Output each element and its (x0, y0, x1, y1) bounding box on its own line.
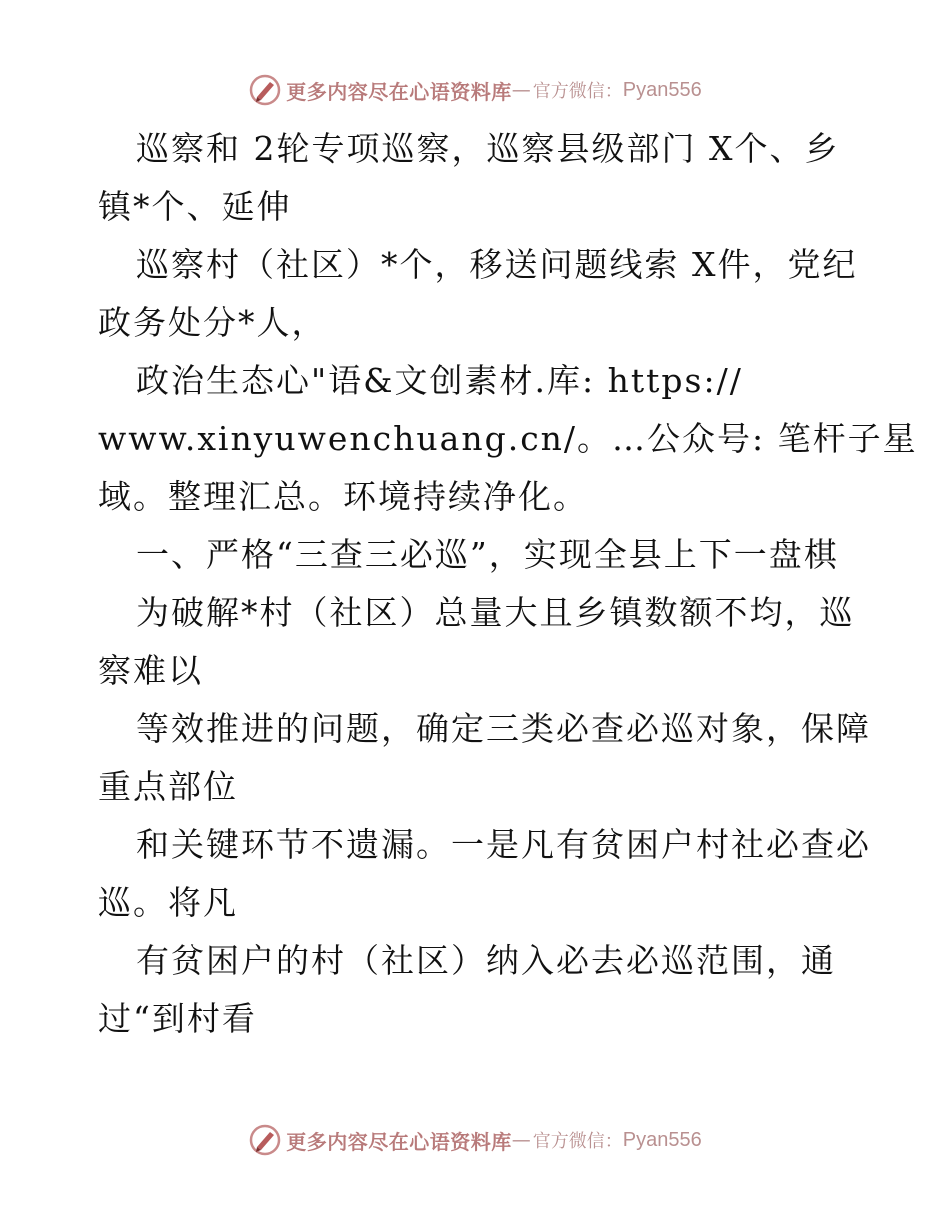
text-line: 重点部位 (98, 767, 238, 806)
pen-logo-icon (248, 1123, 282, 1157)
banner-wechat-id: Pyan556 (622, 78, 702, 101)
banner-separator: — (511, 1129, 531, 1151)
text-line: 政治生态心"语&文创素材.库: https:// (136, 361, 743, 400)
header-watermark-banner (0, 70, 950, 110)
text-line: 镇*个、延伸 (98, 187, 292, 226)
banner-wechat-label: 官方微信： (532, 81, 623, 102)
banner-wechat-id: Pyan556 (622, 1128, 702, 1151)
section-heading: 一、严格“三查三必巡”，实现全县上下一盘棋 (136, 535, 839, 574)
pen-logo-icon (248, 73, 282, 107)
footer-watermark-banner (0, 1120, 950, 1160)
text-line: 政务处分*人， (98, 303, 327, 342)
banner-wechat-label: 官方微信： (532, 1131, 623, 1152)
text-line: www.xinyuwenchuang.cn/。…公众号: 笔杆子星 (98, 419, 918, 458)
text-line: 有贫困户的村（社区）纳入必去必巡范围，通 (136, 941, 836, 980)
text-line: 巡。将凡 (98, 883, 238, 922)
text-line: 域。整理汇总。环境持续净化。 (98, 477, 588, 516)
text-line: 察难以 (98, 651, 203, 690)
text-line: 等效推进的问题，确定三类必查必巡对象，保障 (136, 709, 871, 748)
text-line: 和关键环节不遗漏。一是凡有贫困户村社必查必 (136, 825, 871, 864)
text-line: 过“到村看 (98, 999, 257, 1038)
banner-main-text: 更多内容尽在心语资料库 (286, 79, 512, 104)
document-body (98, 120, 918, 1048)
banner-separator: — (511, 79, 531, 101)
text-line: 巡察村（社区）*个，移送问题线索 X件，党纪 (136, 245, 858, 284)
banner-main-text: 更多内容尽在心语资料库 (286, 1129, 512, 1154)
text-line: 巡察和 2轮专项巡察，巡察县级部门 X个、乡 (136, 129, 840, 168)
text-line: 为破解*村（社区）总量大且乡镇数额不均，巡 (136, 593, 855, 632)
